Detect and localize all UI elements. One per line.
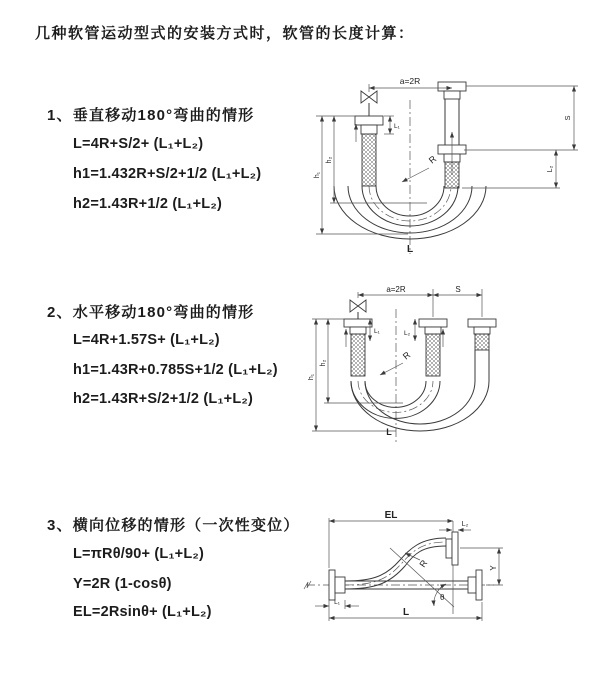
diagram-horizontal-180-bend xyxy=(308,283,596,453)
right-riser xyxy=(438,82,466,188)
dim-h1-label: h₁ xyxy=(314,171,321,179)
section3-heading: 3、横向位移的情形（一次性变位） xyxy=(47,517,300,534)
section2-heading: 2、水平移动180°弯曲的情形 xyxy=(47,304,255,321)
dim-h2-label: h₂ xyxy=(326,156,333,164)
dim-r-label: R xyxy=(400,349,413,362)
page-title: 几种软管运动型式的安装方式时，软管的长度计算： xyxy=(35,25,415,42)
dim-a2r-label: a=2R xyxy=(399,76,421,86)
diagram-lateral-displacement xyxy=(298,508,600,648)
dim-y-label: Y xyxy=(489,565,498,571)
dim-theta-label: θ xyxy=(440,593,445,602)
dim-l2-label: L₂ xyxy=(461,521,469,528)
hose-curves xyxy=(351,381,489,431)
section2-formula-L: L=4R+1.57S+ (L₁+L₂) xyxy=(73,332,220,348)
section1-heading: 1、垂直移动180°弯曲的情形 xyxy=(47,107,255,124)
dim-h2-label: h₂ xyxy=(320,359,327,367)
left-riser xyxy=(355,91,383,186)
dim-l2-label: L₂ xyxy=(404,330,411,337)
section3-formula-EL: EL=2Rsinθ+ (L₁+L₂) xyxy=(73,604,212,620)
section2-formula-h1: h1=1.43R+0.785S+1/2 (L₁+L₂) xyxy=(73,362,278,378)
right-riser xyxy=(468,319,496,381)
left-flange xyxy=(329,570,345,600)
dim-s-label: S xyxy=(455,285,461,294)
section1-formula-L: L=4R+S/2+ (L₁+L₂) xyxy=(73,136,204,152)
dim-r-label: R xyxy=(426,153,439,166)
middle-riser xyxy=(419,319,447,376)
dim-l1-label: L₁ xyxy=(394,123,400,130)
s-curve-hose xyxy=(345,532,458,589)
dim-l2-label: L₂ xyxy=(547,165,554,173)
dim-l1-label: L₁ xyxy=(374,328,380,335)
dim-a2r-label: a=2R xyxy=(386,285,406,294)
section2-formula-h2: h2=1.43R+S/2+1/2 (L₁+L₂) xyxy=(73,391,254,407)
section1-formula-h1: h1=1.432R+S/2+1/2 (L₁+L₂) xyxy=(73,166,262,182)
valve-icon xyxy=(361,91,377,103)
section3-formula-L: L=πRθ/90+ (L₁+L₂) xyxy=(73,546,205,562)
dim-l-label: L xyxy=(402,607,410,618)
dim-r-label: R xyxy=(417,558,430,570)
dim-l1-label: L₁ xyxy=(334,599,340,606)
section1-formula-h2: h2=1.43R+1/2 (L₁+L₂) xyxy=(73,196,223,212)
dim-l-label: L xyxy=(386,427,392,437)
left-riser xyxy=(344,300,372,376)
dim-l-label: L xyxy=(406,244,414,255)
dim-el-label: EL xyxy=(384,510,398,521)
diagram-vertical-180-bend xyxy=(312,70,597,262)
dim-h1-label: h₁ xyxy=(308,373,315,381)
dim-s-label: S xyxy=(563,115,572,121)
valve-icon xyxy=(350,300,366,312)
section3-formula-Y: Y=2R (1-cosθ) xyxy=(73,576,172,592)
